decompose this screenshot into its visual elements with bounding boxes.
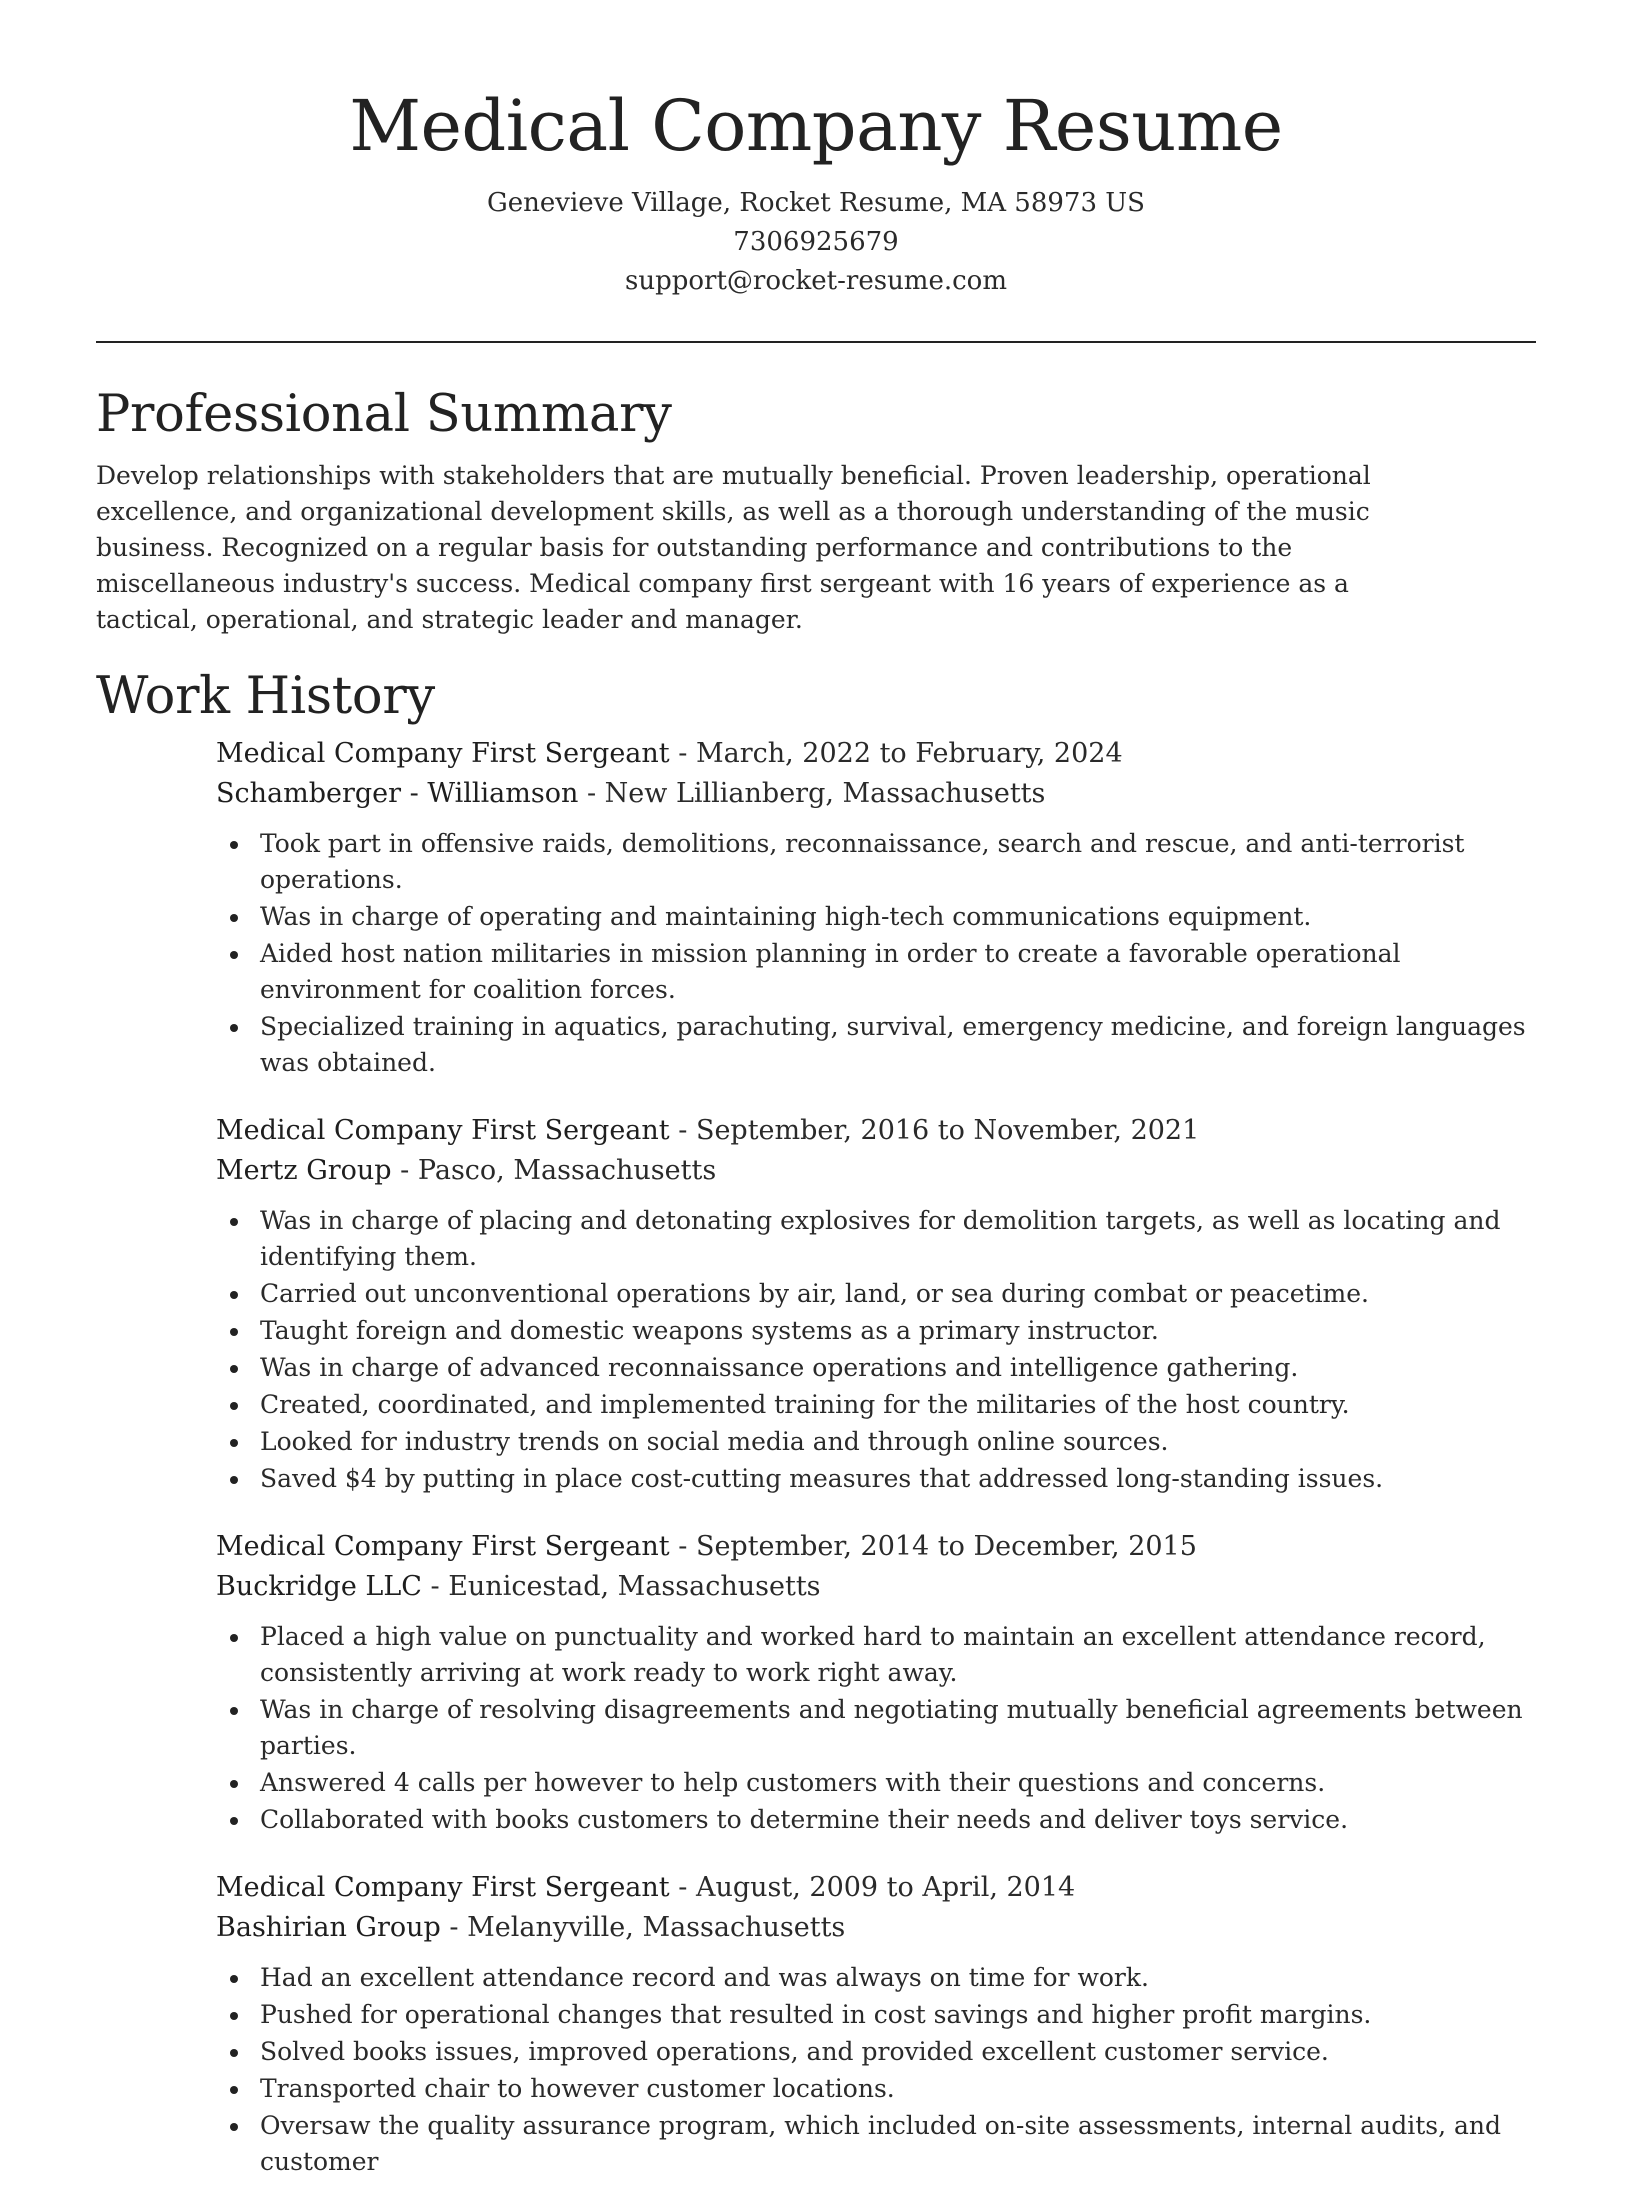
job-heading-line — [216, 734, 1536, 774]
responsibility-item: Taught foreign and domestic weapons systems as a primary instructor. — [216, 1313, 1536, 1349]
responsibility-item: Carried out unconventional operations by air, land, or sea during combat or peacetime. — [216, 1276, 1536, 1312]
responsibility-item: Answered 4 calls per however to help customers with their questions and concerns. — [216, 1765, 1536, 1801]
summary-text: Develop relationships with stakeholders that are mutually beneficial. Proven leadership, operational excellence, and organizational development skills, as well as a thorough understanding of the music business. Recognized on a regular basis for outstanding performance and contributions to the miscellaneous industry's success. Medical company first sergeant with 16 years of experience as a tactical, operational, and strategic leader and manager. — [96, 461, 1371, 634]
title-date-separator: - — [669, 1531, 696, 1562]
job-heading-line — [216, 1868, 1536, 1908]
job-responsibilities — [216, 1203, 1536, 1497]
job-dates: March, 2022 to February, 2024 — [695, 738, 1123, 769]
company-name: Schamberger - Williamson — [216, 778, 579, 809]
company-name: Mertz Group — [216, 1155, 392, 1186]
job-entry — [216, 1868, 1536, 2180]
responsibility-item: Was in charge of placing and detonating explosives for demolition targets, as well as locating and identifying them. — [216, 1203, 1536, 1275]
job-title: Medical Company First Sergeant — [216, 1872, 670, 1903]
company-location-separator: - — [391, 1155, 418, 1186]
contact-phone: 7306925679 — [733, 227, 899, 257]
jobs-list — [216, 734, 1536, 2180]
summary-heading: Professional Summary — [96, 385, 672, 444]
work-history-section — [96, 660, 1536, 2180]
job-responsibilities — [216, 1960, 1536, 2180]
job-entry — [216, 1111, 1536, 1497]
responsibility-item: Collaborated with books customers to determine their needs and deliver toys service. — [216, 1802, 1536, 1838]
resume-title: Medical Company Resume — [349, 85, 1283, 167]
company-name: Buckridge LLC — [216, 1571, 422, 1602]
job-location: Eunicestad, Massachusetts — [448, 1571, 821, 1602]
job-responsibilities — [216, 826, 1536, 1081]
contact-email: support@rocket-resume.com — [624, 266, 1007, 296]
responsibility-item: Oversaw the quality assurance program, which included on-site assessments, internal audits, and customer — [216, 2108, 1536, 2180]
company-location-separator: - — [578, 778, 605, 809]
title-date-separator: - — [669, 1872, 696, 1903]
job-dates: September, 2016 to November, 2021 — [695, 1115, 1200, 1146]
job-responsibilities — [216, 1619, 1536, 1838]
job-company-line — [216, 774, 1536, 814]
responsibility-item: Aided host nation militaries in mission planning in order to create a favorable operational environment for coalition forces. — [216, 936, 1536, 1008]
company-location-separator: - — [421, 1571, 449, 1602]
job-heading-line — [216, 1111, 1536, 1151]
job-entry — [216, 1527, 1536, 1838]
job-company-line — [216, 1908, 1536, 1948]
responsibility-item: Placed a high value on punctuality and worked hard to maintain an excellent attendance record, consistently arriving at work ready to work right away. — [216, 1619, 1536, 1691]
work-history-heading: Work History — [96, 667, 435, 726]
resume-header — [96, 78, 1536, 301]
job-location: Pasco, Massachusetts — [417, 1155, 717, 1186]
responsibility-item: Pushed for operational changes that resulted in cost savings and higher profit margins. — [216, 1997, 1536, 2033]
responsibility-item: Specialized training in aquatics, parachuting, survival, emergency medicine, and foreign languages was obtained. — [216, 1009, 1536, 1081]
responsibility-item: Had an excellent attendance record and was always on time for work. — [216, 1960, 1536, 1996]
title-date-separator: - — [669, 738, 696, 769]
job-title: Medical Company First Sergeant — [216, 1115, 670, 1146]
job-title: Medical Company First Sergeant — [216, 738, 670, 769]
responsibility-item: Took part in offensive raids, demolitions, reconnaissance, search and rescue, and anti-terrorist operations. — [216, 826, 1536, 898]
responsibility-item: Saved $4 by putting in place cost-cutting measures that addressed long-standing issues. — [216, 1461, 1536, 1497]
job-entry — [216, 734, 1536, 1081]
job-dates: August, 2009 to April, 2014 — [695, 1872, 1076, 1903]
responsibility-item: Was in charge of advanced reconnaissance operations and intelligence gathering. — [216, 1350, 1536, 1386]
job-heading-line — [216, 1527, 1536, 1567]
job-location: Melanyville, Massachusetts — [467, 1912, 846, 1943]
responsibility-item: Was in charge of resolving disagreements and negotiating mutually beneficial agreements between parties. — [216, 1692, 1536, 1764]
job-company-line — [216, 1151, 1536, 1191]
company-location-separator: - — [440, 1912, 468, 1943]
header-divider — [96, 341, 1536, 343]
responsibility-item: Solved books issues, improved operations, and provided excellent customer service. — [216, 2034, 1536, 2070]
job-title: Medical Company First Sergeant — [216, 1531, 670, 1562]
company-name: Bashirian Group — [216, 1912, 441, 1943]
responsibility-item: Looked for industry trends on social media and through online sources. — [216, 1424, 1536, 1460]
job-dates: September, 2014 to December, 2015 — [695, 1531, 1197, 1562]
responsibility-item: Was in charge of operating and maintaining high-tech communications equipment. — [216, 899, 1536, 935]
resume-body — [96, 378, 1536, 2210]
job-location: New Lillianberg, Massachusetts — [604, 778, 1046, 809]
responsibility-item: Transported chair to however customer locations. — [216, 2071, 1536, 2107]
contact-info — [96, 184, 1536, 301]
contact-address: Genevieve Village, Rocket Resume, MA 58973 US — [487, 188, 1145, 218]
job-company-line — [216, 1567, 1536, 1607]
title-date-separator: - — [669, 1115, 696, 1146]
professional-summary-section — [96, 378, 1536, 638]
responsibility-item: Created, coordinated, and implemented training for the militaries of the host country. — [216, 1387, 1536, 1423]
